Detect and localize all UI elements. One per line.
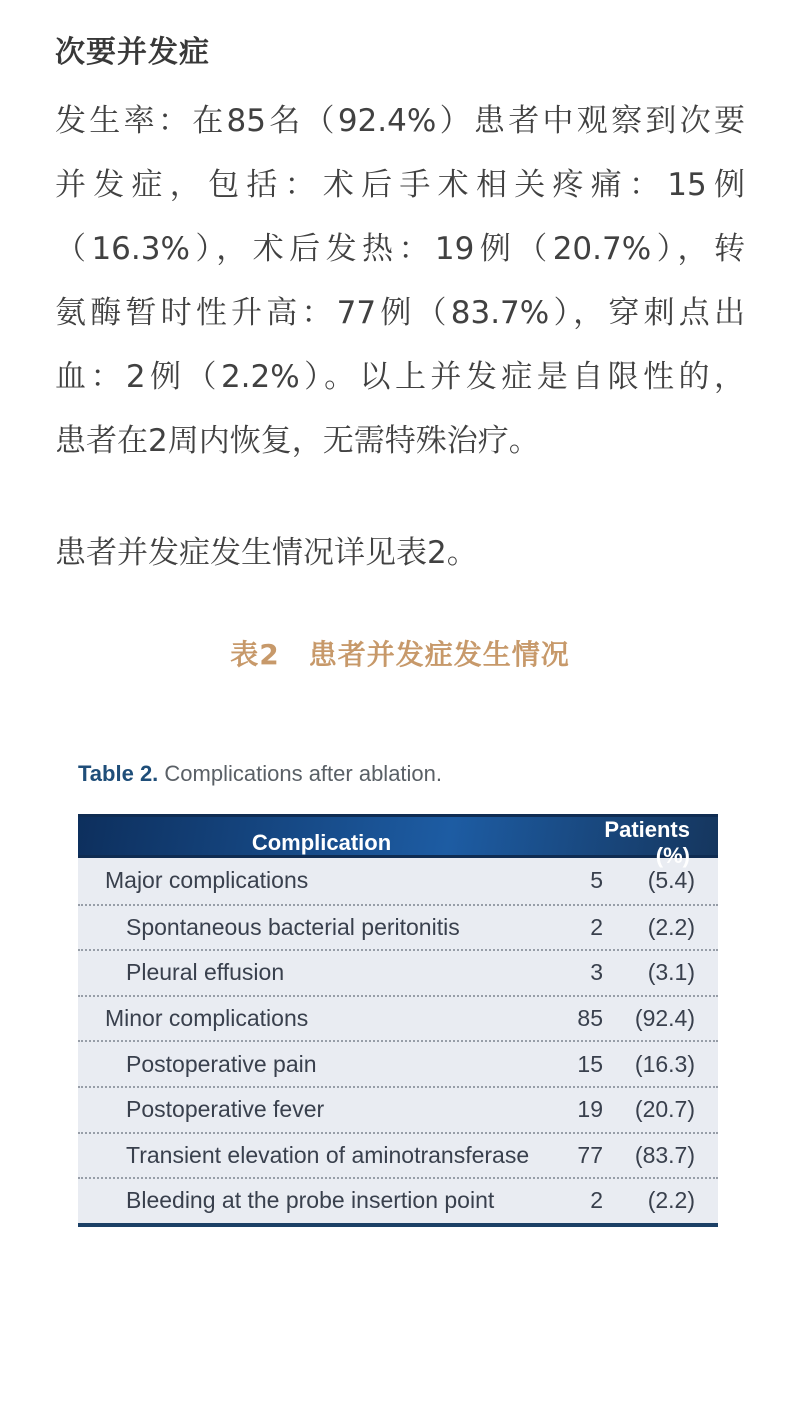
patient-pct: (3.1) xyxy=(647,959,695,986)
patient-pct: (20.7) xyxy=(634,1096,695,1123)
paragraph-line: 氨酶暂时性升高：77例（83.7%），穿刺点出 xyxy=(55,295,745,331)
patient-count: 2 xyxy=(590,1187,603,1214)
table-title xyxy=(78,759,718,789)
complication-name: Postoperative fever xyxy=(126,1096,325,1123)
patient-count: 77 xyxy=(577,1141,603,1168)
section-heading: 次要并发症 xyxy=(55,35,210,70)
paragraph-line: 血：2例（2.2%）。以上并发症是自限性的， xyxy=(55,359,745,395)
patient-pct: (2.2) xyxy=(647,913,695,940)
table-title-label: Table 2. xyxy=(78,761,159,786)
patient-count: 5 xyxy=(590,867,603,894)
table-row xyxy=(78,1177,718,1223)
patient-count: 19 xyxy=(577,1096,603,1123)
paragraph-line: 并发症，包括：术后手术相关疼痛：15例 xyxy=(55,167,745,203)
table-row xyxy=(78,1132,718,1178)
patient-count: 85 xyxy=(577,1005,603,1032)
complication-name: Pleural effusion xyxy=(126,959,285,986)
complication-name: Spontaneous bacterial peritonitis xyxy=(126,913,460,940)
paragraph-line: （16.3%），术后发热：19例（20.7%），转 xyxy=(55,231,745,267)
complication-name: Major complications xyxy=(105,867,309,894)
complication-name: Minor complications xyxy=(105,1005,309,1032)
table-title-text: Complications after ablation. xyxy=(164,761,443,786)
patient-pct: (83.7) xyxy=(634,1141,695,1168)
paragraph-line: 发生率：在85名（92.4%）患者中观察到次要 xyxy=(55,103,745,139)
patient-pct: (16.3) xyxy=(634,1050,695,1077)
complications-table xyxy=(78,814,718,1227)
patient-count: 2 xyxy=(590,913,603,940)
header-complication: Complication xyxy=(251,830,392,855)
patient-pct: (92.4) xyxy=(634,1005,695,1032)
table-body xyxy=(78,858,718,1227)
paragraph-line: 患者在2周内恢复，无需特殊治疗。 xyxy=(55,423,540,459)
complication-name: Transient elevation of aminotransferase xyxy=(126,1141,530,1168)
patient-count: 3 xyxy=(590,959,603,986)
table-row xyxy=(78,904,718,950)
paragraph-incidence xyxy=(55,89,745,473)
table-row xyxy=(78,1040,718,1086)
table-row xyxy=(78,949,718,995)
patient-pct: (5.4) xyxy=(647,867,695,894)
table-row xyxy=(78,1086,718,1132)
table-header-row xyxy=(78,814,718,868)
table-row xyxy=(78,995,718,1041)
complication-name: Postoperative pain xyxy=(126,1050,317,1077)
patient-pct: (2.2) xyxy=(647,1187,695,1214)
header-patients: Patients (%) xyxy=(604,817,690,868)
patient-count: 15 xyxy=(577,1050,603,1077)
table-figure xyxy=(78,759,718,1227)
complication-name: Bleeding at the probe insertion point xyxy=(126,1187,495,1214)
paragraph-table-reference: 患者并发症发生情况详见表2。 xyxy=(55,535,478,571)
table-caption-chinese: 表2 患者并发症发生情况 xyxy=(230,638,570,671)
